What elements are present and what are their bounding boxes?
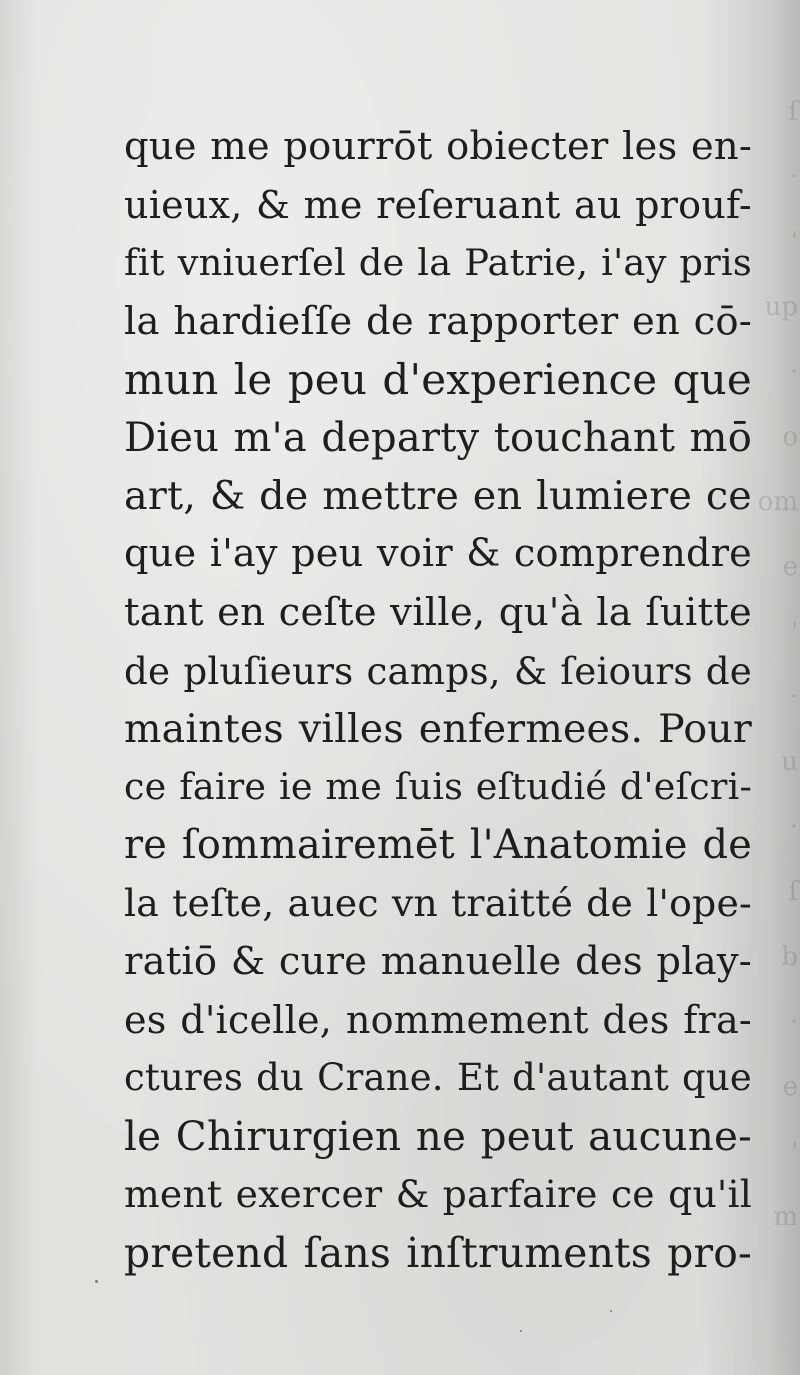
paper-speck [95, 1280, 98, 1283]
text-line: tant en ceſte ville, qu'à la ſuitte [124, 589, 752, 635]
text-line: de pluſieurs camps, & ſeiours de [124, 648, 752, 693]
text-line: re ſommairemēt l'Anatomie de [124, 822, 752, 869]
text-line: ment exercer & parfaire ce qu'il [124, 1172, 752, 1217]
paper-speck [610, 1310, 612, 1312]
show-through-text: ſ · ' up · o om e ' · u · ſ b · e ' m [757, 97, 798, 1230]
text-line: maintes villes enfermees. Pour [124, 705, 752, 752]
text-line: que me pourrōt obiecter les en- [124, 124, 752, 169]
text-line: art, & de mettre en lumiere ce [124, 473, 752, 520]
text-line: Dieu m'a departy touchant mō [124, 414, 752, 461]
text-line: la teſte, auec vn traitté de l'ope- [124, 881, 752, 926]
text-line: uieux, & me reſeruant au prouf- [124, 183, 752, 228]
text-line: fit vniuerſel de la Patrie, i'ay pris [124, 241, 752, 285]
body-text [124, 118, 752, 1282]
text-line: ratiō & cure manuelle des play- [124, 938, 752, 984]
text-line: ctures du Crane. Et d'autant que [124, 1056, 752, 1099]
text-line: ce faire ie me ſuis eſtudié d'eſcri- [124, 765, 752, 809]
text-line: es d'icelle, nommement des fra- [124, 997, 752, 1042]
text-line: la hardieſſe de rapporter en cō- [124, 298, 752, 344]
paper-speck [520, 1330, 522, 1332]
text-line: que i'ay peu voir & comprendre [124, 532, 752, 577]
text-line: mun le peu d'experience que [124, 354, 752, 404]
text-line: le Chirurgien ne peut aucune- [124, 1112, 752, 1161]
text-line: pretend ſans inſtruments pro- [124, 1228, 752, 1277]
